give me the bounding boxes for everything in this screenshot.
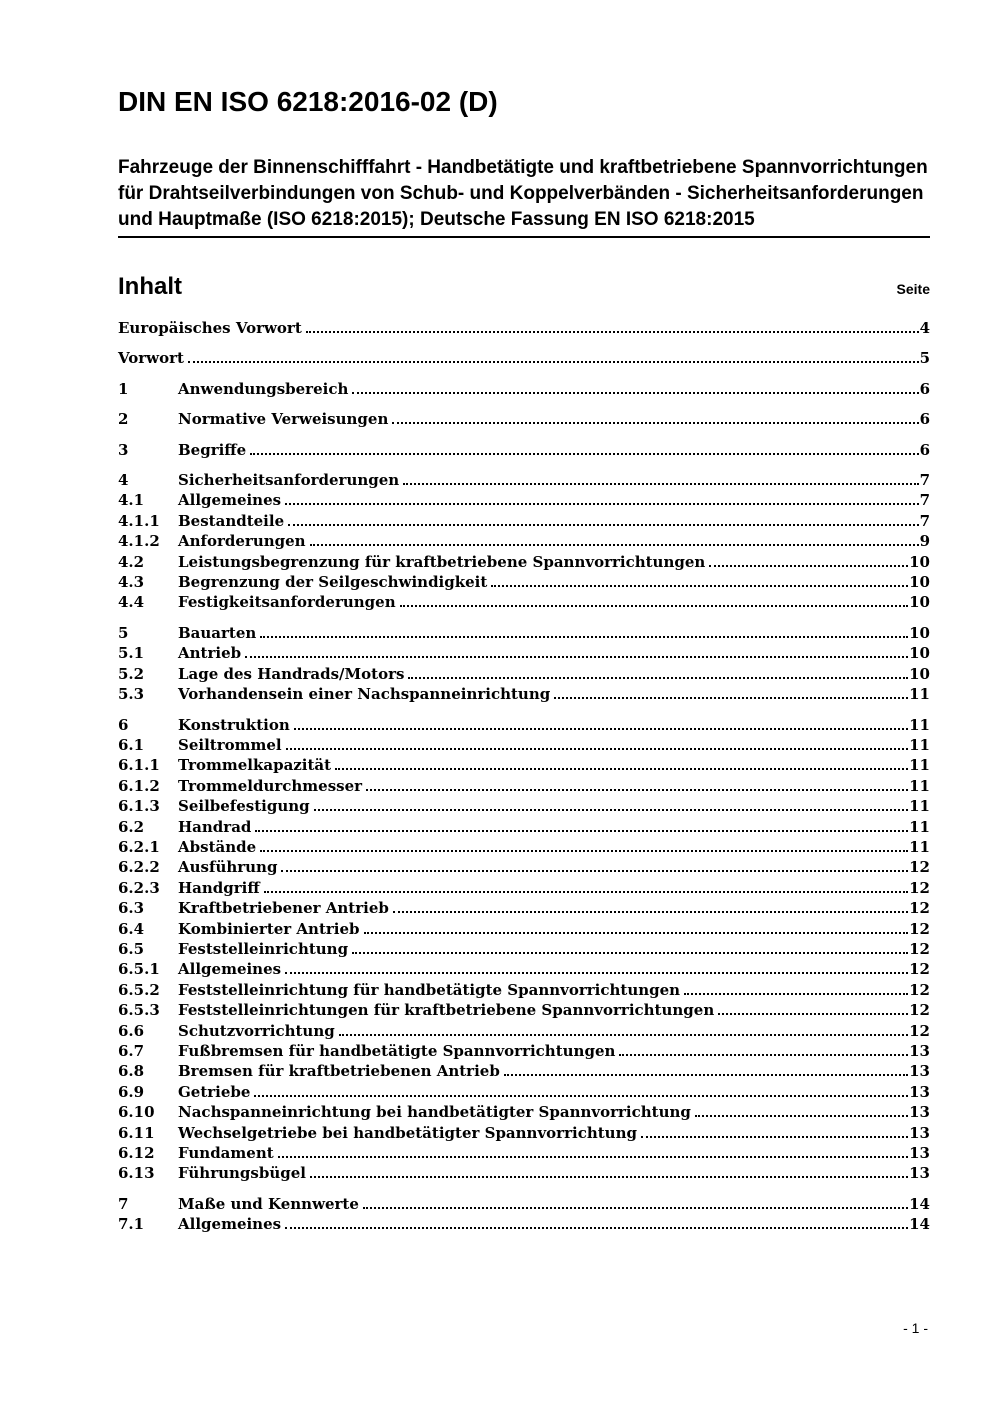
toc-entry-label: Allgemeines bbox=[178, 491, 282, 510]
toc-entry-page: 13 bbox=[909, 1164, 930, 1183]
toc-entry-page: 11 bbox=[909, 756, 930, 775]
toc-entry-page: 10 bbox=[909, 664, 930, 683]
toc-entry-page: 13 bbox=[909, 1144, 930, 1163]
toc-entry-number: 4.1.1 bbox=[118, 511, 160, 530]
toc-entry-number: 4.4 bbox=[118, 593, 145, 612]
toc-entry-page: 7 bbox=[919, 471, 930, 490]
toc-entry bbox=[118, 511, 930, 531]
toc-entry-number: 6.12 bbox=[118, 1144, 155, 1163]
toc-entry-label: Begriffe bbox=[178, 440, 247, 459]
toc-entry-page: 13 bbox=[909, 1042, 930, 1060]
toc-entry-number: 6.2.2 bbox=[118, 858, 160, 877]
toc-entry-label: Ausführung bbox=[178, 858, 278, 877]
toc-leader-dots bbox=[314, 809, 908, 811]
toc-entry bbox=[118, 1163, 930, 1183]
toc-entry-number: 6.5.3 bbox=[118, 1001, 160, 1020]
toc-entry-number: 4.1 bbox=[118, 491, 145, 510]
toc-entry-page: 11 bbox=[909, 685, 930, 704]
toc-entry-page: 12 bbox=[909, 858, 930, 877]
toc-leader-dots bbox=[363, 1207, 908, 1209]
toc-entry-page: 11 bbox=[909, 735, 930, 754]
toc-entry-label: Feststelleinrichtung für handbetätigte Spannvorrichtungen bbox=[178, 980, 681, 999]
toc-entry-number: 5 bbox=[118, 623, 129, 642]
toc-entry bbox=[118, 572, 930, 592]
toc-leader-dots bbox=[619, 1054, 908, 1056]
toc-heading: Inhalt bbox=[118, 273, 182, 300]
toc-entry bbox=[118, 715, 930, 735]
toc-entry-label: Festigkeitsanforderungen bbox=[178, 593, 396, 612]
toc-entry-number: 6 bbox=[118, 715, 129, 734]
toc-entry-page: 12 bbox=[909, 919, 930, 938]
toc-leader-dots bbox=[364, 932, 909, 934]
toc-entry-number: 2 bbox=[118, 410, 129, 429]
toc-entry-page: 12 bbox=[909, 878, 930, 897]
toc-entry-page: 10 bbox=[909, 623, 930, 642]
document-code: DIN EN ISO 6218:2016-02 (D) bbox=[118, 86, 498, 117]
toc-entry-page: 11 bbox=[909, 715, 930, 734]
toc-entry bbox=[118, 592, 930, 612]
toc-entry-page: 6 bbox=[919, 379, 930, 398]
toc-entry bbox=[118, 379, 930, 399]
toc-leader-dots bbox=[504, 1074, 908, 1076]
toc-entry-label: Schutzvorrichtung bbox=[178, 1021, 335, 1040]
toc-entry-number: 5.2 bbox=[118, 664, 145, 683]
toc-entry bbox=[118, 878, 930, 898]
toc-page-column-label: Seite bbox=[896, 281, 930, 297]
toc-entry-label: Bremsen für kraftbetriebenen Antrieb bbox=[178, 1062, 500, 1081]
toc-entry bbox=[118, 776, 930, 796]
toc-entry-page: 4 bbox=[919, 319, 930, 337]
toc-entry-number: 6.5 bbox=[118, 939, 145, 958]
toc-entry bbox=[118, 817, 930, 837]
toc-entry-number: 6.2.1 bbox=[118, 837, 160, 856]
toc-entry-page: 12 bbox=[909, 980, 930, 999]
toc-entry-number: 6.5.2 bbox=[118, 980, 160, 999]
toc-entry-label: Wechselgetriebe bei handbetätigter Spannvorrichtung bbox=[178, 1123, 637, 1142]
toc-entry-label: Führungsbügel bbox=[178, 1164, 306, 1183]
toc-leader-dots bbox=[286, 748, 909, 750]
toc-entry bbox=[118, 470, 930, 490]
toc-entry-label: Allgemeines bbox=[178, 1215, 282, 1234]
toc-leader-dots bbox=[260, 850, 908, 852]
toc-entry-page: 11 bbox=[909, 797, 930, 816]
toc-entry bbox=[118, 318, 930, 338]
toc-entry-page: 10 bbox=[909, 593, 930, 612]
toc-entry-number: 4.1.2 bbox=[118, 532, 160, 551]
toc-entry-label: Lage des Handrads/Motors bbox=[178, 664, 405, 683]
toc-entry-label: Europäisches Vorwort bbox=[118, 319, 302, 337]
toc-entry-label: Nachspanneinrichtung bei handbetätigter Spannvorrichtung bbox=[178, 1103, 691, 1122]
toc-leader-dots bbox=[352, 952, 908, 954]
toc-entry-number: 7.1 bbox=[118, 1215, 145, 1234]
toc-leader-dots bbox=[260, 636, 908, 638]
toc-entry-number: 6.1.3 bbox=[118, 797, 160, 816]
toc-entry-page: 14 bbox=[909, 1215, 930, 1234]
toc-entry-label: Feststelleinrichtungen für kraftbetriebene Spannvorrichtungen bbox=[178, 1001, 715, 1020]
toc-leader-dots bbox=[306, 331, 919, 333]
toc-leader-dots bbox=[718, 1013, 908, 1015]
toc-leader-dots bbox=[310, 1176, 908, 1178]
toc-entry-number: 4 bbox=[118, 471, 129, 490]
toc-entry-page: 14 bbox=[909, 1194, 930, 1213]
page-number-footer: - 1 - bbox=[903, 1320, 928, 1336]
toc-entry bbox=[118, 531, 930, 551]
toc-entry-page: 6 bbox=[919, 440, 930, 459]
toc-entry-label: Vorhandensein einer Nachspanneinrichtung bbox=[178, 685, 551, 704]
toc-entry-number: 6.2 bbox=[118, 817, 145, 836]
toc-entry bbox=[118, 1102, 930, 1122]
toc-entry bbox=[118, 1082, 930, 1102]
toc-entry-page: 5 bbox=[919, 349, 930, 368]
toc-entry bbox=[118, 1021, 930, 1041]
toc-entry-number: 6.1 bbox=[118, 735, 145, 754]
toc-entry-page: 12 bbox=[909, 960, 930, 979]
toc-leader-dots bbox=[352, 392, 918, 394]
toc-entry-number: 1 bbox=[118, 379, 129, 398]
toc-entry-label: Normative Verweisungen bbox=[178, 410, 389, 429]
toc-entry-page: 11 bbox=[909, 837, 930, 856]
toc-entry-label: Fundament bbox=[178, 1144, 274, 1163]
toc-leader-dots bbox=[554, 697, 908, 699]
toc-leader-dots bbox=[255, 830, 908, 832]
toc-leader-dots bbox=[294, 728, 908, 730]
toc-entry bbox=[118, 552, 930, 572]
toc-entry-number: 6.8 bbox=[118, 1062, 145, 1081]
toc-entry-label: Kraftbetriebener Antrieb bbox=[178, 899, 389, 918]
toc-entry-label: Anwendungsbereich bbox=[178, 379, 349, 398]
toc-entry-page: 12 bbox=[909, 939, 930, 958]
toc-entry-label: Handgriff bbox=[178, 878, 260, 897]
toc-entry-number: 4.2 bbox=[118, 552, 145, 571]
toc-entry bbox=[118, 919, 930, 939]
toc-entry-label: Leistungsbegrenzung für kraftbetriebene Spannvorrichtungen bbox=[178, 552, 706, 571]
toc-entry-label: Bauarten bbox=[178, 623, 257, 642]
toc-entry-page: 11 bbox=[909, 817, 930, 836]
toc-entry-number: 3 bbox=[118, 440, 129, 459]
toc-entry bbox=[118, 1000, 930, 1020]
toc-entry bbox=[118, 643, 930, 663]
toc-entry-page: 13 bbox=[909, 1062, 930, 1081]
toc-entry bbox=[118, 664, 930, 684]
toc-entry-page: 10 bbox=[909, 552, 930, 571]
toc-leader-dots bbox=[403, 483, 918, 485]
toc-entry-page: 12 bbox=[909, 899, 930, 918]
toc-entry bbox=[118, 1143, 930, 1163]
toc-entry-number: 4.3 bbox=[118, 573, 145, 592]
toc-entry-number: 6.3 bbox=[118, 899, 145, 918]
toc-entry-label: Trommelkapazität bbox=[178, 756, 332, 775]
toc-leader-dots bbox=[393, 911, 908, 913]
toc-leader-dots bbox=[285, 1227, 908, 1229]
toc-entry-number: 6.11 bbox=[118, 1123, 155, 1142]
toc-entry-number: 6.1.2 bbox=[118, 776, 160, 795]
toc-leader-dots bbox=[641, 1136, 908, 1138]
toc-entry-page: 12 bbox=[909, 1021, 930, 1040]
toc-leader-dots bbox=[188, 361, 919, 363]
toc-entry-page: 7 bbox=[919, 491, 930, 510]
toc-entry-label: Fußbremsen für handbetätigte Spannvorrichtungen bbox=[178, 1042, 616, 1060]
title-divider-line bbox=[118, 236, 930, 238]
toc-entry-number: 5.3 bbox=[118, 685, 145, 704]
toc-list bbox=[118, 318, 930, 1235]
toc-entry-number: 6.9 bbox=[118, 1082, 145, 1101]
toc-entry-number: 6.1.1 bbox=[118, 756, 160, 775]
toc-entry-label: Maße und Kennwerte bbox=[178, 1194, 359, 1213]
toc-leader-dots bbox=[684, 993, 908, 995]
toc-entry bbox=[118, 980, 930, 1000]
toc-entry bbox=[118, 1041, 930, 1061]
toc-entry-page: 12 bbox=[909, 1001, 930, 1020]
toc-entry-label: Abstände bbox=[178, 837, 257, 856]
toc-entry bbox=[118, 735, 930, 755]
toc-entry bbox=[118, 1214, 930, 1234]
toc-entry bbox=[118, 1061, 930, 1081]
toc-header bbox=[118, 272, 930, 302]
toc-leader-dots bbox=[339, 1034, 908, 1036]
toc-entry-label: Vorwort bbox=[118, 349, 184, 368]
toc-entry-page: 10 bbox=[909, 573, 930, 592]
toc-entry-number: 6.10 bbox=[118, 1103, 155, 1122]
toc-leader-dots bbox=[491, 585, 908, 587]
toc-entry-number: 5.1 bbox=[118, 644, 145, 663]
toc-leader-dots bbox=[281, 870, 908, 872]
toc-entry bbox=[118, 409, 930, 429]
toc-entry-label: Begrenzung der Seilgeschwindigkeit bbox=[178, 573, 488, 592]
toc-leader-dots bbox=[408, 677, 908, 679]
toc-entry-label: Trommeldurchmesser bbox=[178, 776, 363, 795]
toc-entry-label: Getriebe bbox=[178, 1082, 251, 1101]
toc-entry bbox=[118, 348, 930, 368]
toc-entry-label: Seiltrommel bbox=[178, 735, 282, 754]
toc-entry bbox=[118, 623, 930, 643]
toc-leader-dots bbox=[278, 1156, 908, 1158]
toc-entry bbox=[118, 796, 930, 816]
toc-entry-number: 6.2.3 bbox=[118, 878, 160, 897]
toc-entry bbox=[118, 1123, 930, 1143]
toc-entry bbox=[118, 898, 930, 918]
toc-entry bbox=[118, 755, 930, 775]
toc-entry-label: Antrieb bbox=[178, 644, 242, 663]
toc-entry bbox=[118, 684, 930, 704]
toc-entry-page: 10 bbox=[909, 644, 930, 663]
toc-leader-dots bbox=[400, 605, 909, 607]
toc-entry-label: Feststelleinrichtung bbox=[178, 939, 349, 958]
toc-entry bbox=[118, 1194, 930, 1214]
toc-entry-number: 6.5.1 bbox=[118, 960, 160, 979]
toc-entry-label: Anforderungen bbox=[178, 532, 306, 551]
toc-entry-page: 13 bbox=[909, 1103, 930, 1122]
toc-entry-label: Kombinierter Antrieb bbox=[178, 919, 360, 938]
toc-entry-page: 9 bbox=[919, 532, 930, 551]
toc-entry-label: Konstruktion bbox=[178, 715, 290, 734]
toc-entry bbox=[118, 490, 930, 510]
toc-entry-number: 6.13 bbox=[118, 1164, 155, 1183]
toc-leader-dots bbox=[335, 768, 908, 770]
toc-entry-label: Sicherheitsanforderungen bbox=[178, 471, 400, 490]
toc-entry-number: 6.6 bbox=[118, 1021, 145, 1040]
toc-entry-page: 13 bbox=[909, 1123, 930, 1142]
toc-entry-number: 6.7 bbox=[118, 1042, 145, 1060]
toc-leader-dots bbox=[288, 524, 918, 526]
toc-entry-page: 7 bbox=[919, 511, 930, 530]
toc-entry-label: Seilbefestigung bbox=[178, 797, 310, 816]
toc-entry-number: 7 bbox=[118, 1194, 129, 1213]
toc-leader-dots bbox=[310, 544, 919, 546]
toc-leader-dots bbox=[392, 422, 918, 424]
toc-entry bbox=[118, 857, 930, 877]
toc-leader-dots bbox=[709, 565, 908, 567]
document-title: Fahrzeuge der Binnenschifffahrt - Handbetätigte und kraftbetriebene Spannvorrichtungen für Drahtseilverbindungen von Schub- und Koppelverbänden - Sicherheitsanforderungen und Hauptmaße (ISO 6218:2015); Deutsche Fassung EN ISO 6218:2015 bbox=[118, 157, 928, 230]
toc-leader-dots bbox=[250, 453, 918, 455]
toc-leader-dots bbox=[245, 656, 908, 658]
toc-entry bbox=[118, 959, 930, 979]
toc-entry-label: Handrad bbox=[178, 817, 252, 836]
toc-entry bbox=[118, 939, 930, 959]
toc-entry-page: 6 bbox=[919, 410, 930, 429]
toc-entry-number: 6.4 bbox=[118, 919, 145, 938]
toc-entry bbox=[118, 440, 930, 460]
toc-entry-page: 11 bbox=[909, 776, 930, 795]
toc-entry-page: 13 bbox=[909, 1082, 930, 1101]
toc-leader-dots bbox=[264, 891, 908, 893]
toc-leader-dots bbox=[285, 503, 918, 505]
toc-entry bbox=[118, 837, 930, 857]
toc-leader-dots bbox=[254, 1095, 908, 1097]
toc-leader-dots bbox=[695, 1115, 908, 1117]
toc-entry-label: Bestandteile bbox=[178, 511, 285, 530]
toc-leader-dots bbox=[366, 789, 908, 791]
toc-entry-label: Allgemeines bbox=[178, 960, 282, 979]
toc-leader-dots bbox=[285, 972, 908, 974]
